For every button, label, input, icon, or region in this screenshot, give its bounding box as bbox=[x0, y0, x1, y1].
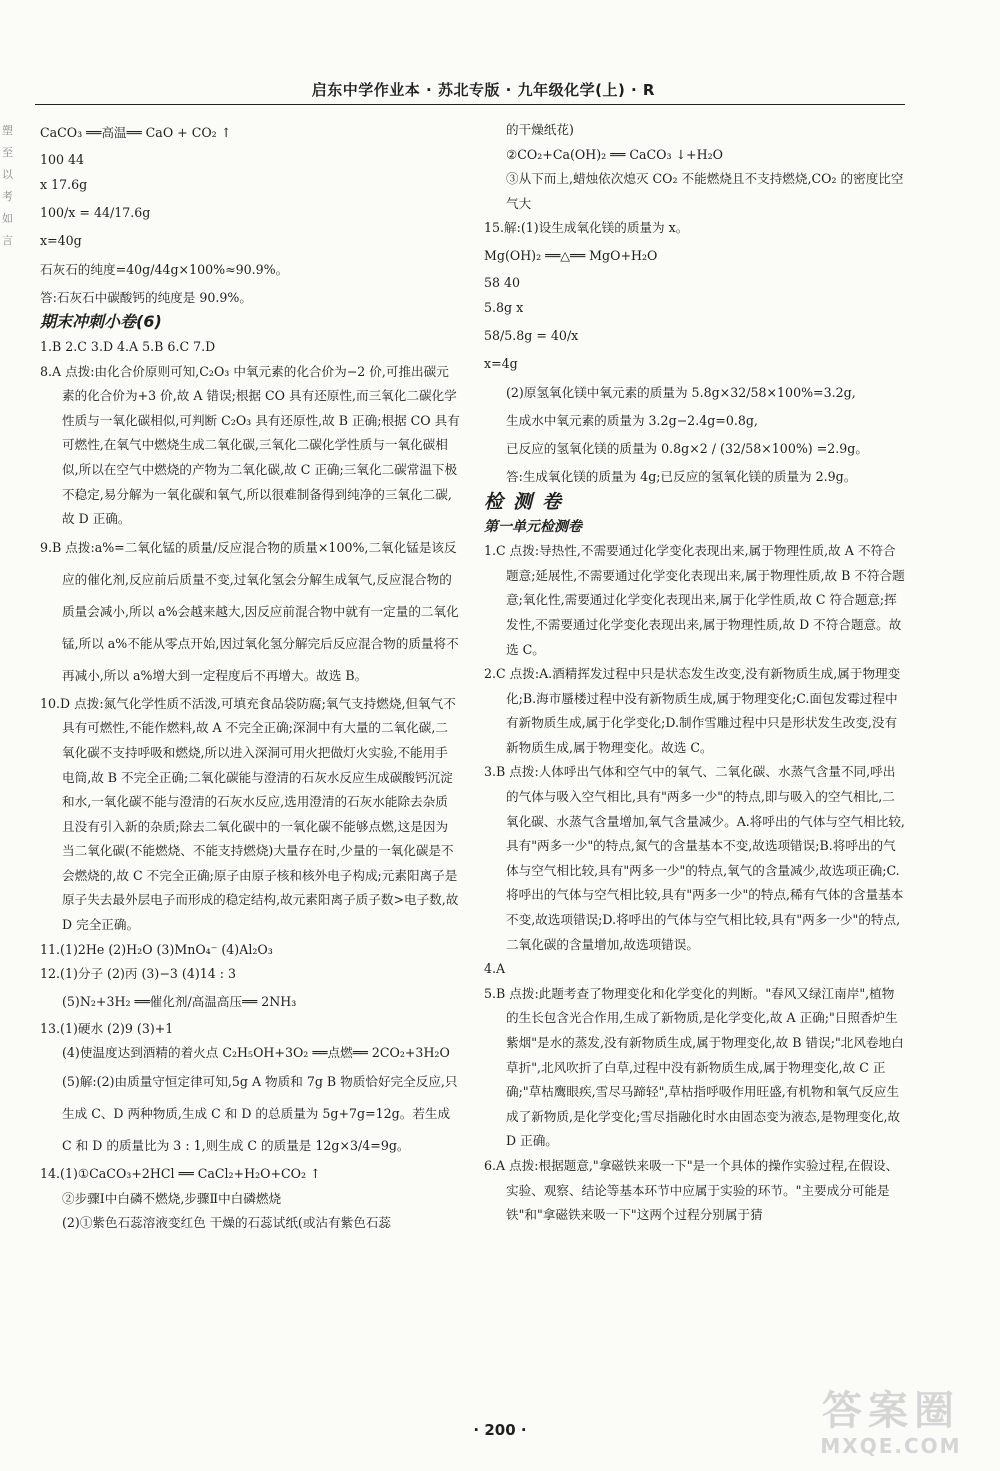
left-column-line: (4)使温度达到酒精的着火点 C₂H₅OH+3O₂ ══点燃══ 2CO₂+3H₂O bbox=[62, 1045, 450, 1061]
right-column-line: ③从下而上,蜡烛依次熄灭 CO₂ 不能燃烧且不支持燃烧,CO₂ 的密度比空气大 bbox=[506, 171, 904, 211]
left-column-line: 期末冲刺小卷(6) bbox=[40, 312, 162, 332]
left-column-line: (5)解:(2)由质量守恒定律可知,5g A 物质和 7g B 物质恰好完全反应,只生成 C、D 两种物质,生成 C 和 D 的总质量为 5g+7g=12g。若生成 C 和 D 的质量比为 3 : 1,则生成 C 的质量是 12g×3/4=9g。 bbox=[62, 1074, 458, 1154]
left-column-line: (2)①紫色石蕊溶液变红色 干燥的石蕊试纸(或沾有紫色石蕊 bbox=[62, 1215, 392, 1231]
left-column-line: x 17.6g bbox=[40, 176, 88, 192]
left-column-line: 100 44 bbox=[40, 152, 85, 167]
right-column-line: 的干燥纸花) bbox=[506, 122, 574, 137]
left-column-line: (5)N₂+3H₂ ══催化剂/高温高压══ 2NH₃ bbox=[62, 993, 297, 1009]
right-column-line: Mg(OH)₂ ══△══ MgO+H₂O bbox=[484, 247, 658, 263]
margin-char: 考 bbox=[2, 190, 13, 203]
left-column-line: 100/x = 44/17.6g bbox=[40, 205, 151, 221]
left-column-line: 10.D 点拨:氮气化学性质不活泼,可填充食品袋防腐;氧气支持燃烧,但氧气不具有可燃性,不能作燃料,故 A 不完全正确;深洞中有大量的二氧化碳,二氧化碳不支持呼吸和燃烧,所以进入深洞可用火把做灯火实验,不能用手电筒,故 B 不完全正确;二氧化碳能与澄清的石灰水反应生成碳酸钙沉淀和水,一氧化碳不能与澄清的石灰水反应,选用澄清的石灰水能除去杂质且没有引入新的杂质;除去二氧化碳中的一氧化碳不能够点燃,这是因为当二氧化碳(不能燃烧、不能支持燃烧)大量存在时,少量的一氧化碳是不会燃烧的,故 C 不完全正确;原子由原子核和核外电子构成;元素阳离子是原子失去最外层电子而形成的稳定结构,故元素阳离子质子数>电子数,故 D 完全正确。 bbox=[40, 695, 459, 933]
left-column-line: 8.A 点拨:由化合价原则可知,C₂O₃ 中氧元素的化合价为−2 价,可推出碳元素的化合价为+3 价,故 A 错误;根据 CO 具有还原性,而三氧化二碳化学性质与一氧化碳相似,可判断 C₂O₃ 具有还原性,故 B 正确;根据 CO 具有可燃性,在氧气中燃烧生成二氧化碳,三氧化二碳化学性质与一氧化碳相似,所以在空气中燃烧的产物为二氧化碳,故 C 正确;三氧化二碳常温下极不稳定,易分解为一氧化碳和氧气,所以很难制备得到纯净的三氧化二碳,故 D 正确。 bbox=[40, 363, 460, 527]
left-column-line: ②步骤Ⅰ中白磷不燃烧,步骤Ⅱ中白磷燃烧 bbox=[62, 1190, 282, 1206]
right-column-line: x=4g bbox=[484, 356, 518, 372]
right-column-line: 第一单元检测卷 bbox=[484, 518, 582, 535]
left-column-line: 13.(1)硬水 (2)9 (3)+1 bbox=[40, 1020, 174, 1036]
header-title: 启东中学作业本 · 苏北专版 · 九年级化学(上) · R bbox=[311, 81, 655, 99]
margin-char: 塑 bbox=[2, 124, 13, 137]
margin-char: 言 bbox=[2, 234, 13, 247]
left-column-line: x=40g bbox=[40, 233, 82, 249]
running-header bbox=[35, 82, 905, 105]
right-column-line: 生成水中氧元素的质量为 3.2g−2.4g=0.8g, bbox=[506, 412, 758, 428]
watermark-logo-text: 答案圈 bbox=[822, 1388, 960, 1434]
site-watermark bbox=[796, 1388, 986, 1466]
left-column-line: CaCO₃ ══高温══ CaO + CO₂ ↑ bbox=[40, 125, 232, 140]
right-column-line: 15.解:(1)设生成氧化镁的质量为 x。 bbox=[484, 220, 689, 236]
margin-char: 以 bbox=[2, 168, 13, 181]
page-number: · 200 · bbox=[473, 1421, 527, 1439]
right-column-line: 5.8g x bbox=[484, 299, 524, 315]
margin-char: 至 bbox=[2, 146, 13, 159]
watermark-url: MXQE.COM bbox=[820, 1434, 962, 1458]
right-column-line: 58/5.8g = 40/x bbox=[484, 328, 579, 344]
left-column-line: 石灰石的纯度=40g/44g×100%≈90.9%。 bbox=[40, 261, 289, 277]
right-column bbox=[484, 118, 906, 1228]
right-column-line: (2)原氢氧化镁中氧元素的质量为 5.8g×32/58×100%=3.2g, bbox=[506, 384, 856, 400]
right-column-line: 5.B 点拨:此题考查了物理变化和化学变化的判断。"春风又绿江南岸",植物的生长包含光合作用,生成了新物质,是化学变化,故 A 正确;"日照香炉生紫烟"是水的蒸发,没有新物质生成,属于物理变化,故 B 错误;"北风卷地白草折",北风吹折了白草,过程中没有新物质生成,属于物理变化,故 C 正确;"草枯鹰眼疾,雪尽马蹄轻",草枯指呼吸作用旺盛,有机物和氧气反应生成了新物质,是化学变化;雪尽指融化时水由固态变为液态,是物理变化,故 D 正确。 bbox=[484, 985, 904, 1149]
right-column-line: 6.A 点拨:根据题意,"拿磁铁来吸一下"是一个具体的操作实验过程,在假设、实验、观察、结论等基本环节中应属于实验的环节。"主要成分可能是铁"和"拿磁铁来吸一下"这两个过程分别属于猜 bbox=[484, 1157, 899, 1223]
margin-char: 如 bbox=[2, 212, 13, 225]
left-column-line: 1.B 2.C 3.D 4.A 5.B 6.C 7.D bbox=[40, 338, 216, 354]
right-column-line: 已反应的氢氧化镁的质量为 0.8g×2 / (32/58×100%) =2.9g。 bbox=[506, 441, 868, 457]
right-column-line: 答:生成氧化镁的质量为 4g;已反应的氢氧化镁的质量为 2.9g。 bbox=[506, 469, 857, 485]
right-column-line: 2.C 点拨:A.酒精挥发过程中只是状态发生改变,没有新物质生成,属于物理变化;B.海市蜃楼过程中没有新物质生成,属于物理变化;C.面包发霉过程中有新物质生成,属于化学变化;D.制作雪雕过程中只是形状发生改变,没有新物质生成,属于物理变化。故选 C。 bbox=[484, 666, 901, 755]
left-column-line: 11.(1)2He (2)H₂O (3)MnO₄⁻ (4)Al₂O₃ bbox=[40, 941, 273, 957]
left-column-line: 12.(1)分子 (2)丙 (3)−3 (4)14 : 3 bbox=[40, 966, 237, 982]
right-column-line: 检测卷 bbox=[484, 490, 572, 513]
right-column-line: 3.B 点拨:人体呼出气体和空气中的氧气、二氧化碳、水蒸气含量不同,呼出的气体与吸入空气相比,具有"两多一少"的特点,即与吸入的空气相比,二氧化碳、水蒸气含量增加,氧气含量减少。A.将呼出的气体与空气相比较,具有"两多一少"的特点,氮气的含量基本不变,故选项错误;B.将呼出的气体与空气相比较,具有"两多一少"的特点,氧气的含量减少,故选项正确;C.将呼出的气体与空气相比较,具有"两多一少"的特点,稀有气体的含量基本不变,故选项错误;D.将呼出的气体与空气相比较,具有"两多一少"的特点,二氧化碳的含量增加,故选项错误。 bbox=[484, 764, 905, 952]
right-column-line: 4.A bbox=[484, 961, 506, 977]
right-column-line: ②CO₂+Ca(OH)₂ ══ CaCO₃ ↓+H₂O bbox=[506, 146, 723, 162]
left-column-line: 9.B 点拨:a%=二氧化锰的质量/反应混合物的质量×100%,二氧化锰是该反应的催化剂,反应前后质量不变,过氧化氢会分解生成氧气,反应混合物的质量会减小,所以 a%会越来越大,因反应前混合物中就有一定量的二氧化锰,所以 a%不能从零点开始,因过氧化氢分解完后反应混合物的质量将不再减小,所以 a%增大到一定程度后不再增大。故选 B。 bbox=[40, 539, 459, 683]
left-column-line: 答:石灰石中碳酸钙的纯度是 90.9%。 bbox=[40, 289, 252, 305]
binding-margin bbox=[2, 120, 16, 252]
right-column-line: 1.C 点拨:导热性,不需要通过化学变化表现出来,属于物理性质,故 A 不符合题意;延展性,不需要通过化学变化表现出来,属于物理性质,故 B 不符合题意;氧化性,需要通过化学变化表现出来,属于化学性质,故 C 符合题意;挥发性,不需要通过化学变化表现出来,属于物理性质,故 D 不符合题意。故选 C。 bbox=[484, 543, 905, 657]
left-column bbox=[40, 118, 460, 1236]
right-column-line: 58 40 bbox=[484, 274, 521, 290]
left-column-line: 14.(1)①CaCO₃+2HCl ══ CaCl₂+H₂O+CO₂ ↑ bbox=[40, 1166, 321, 1182]
